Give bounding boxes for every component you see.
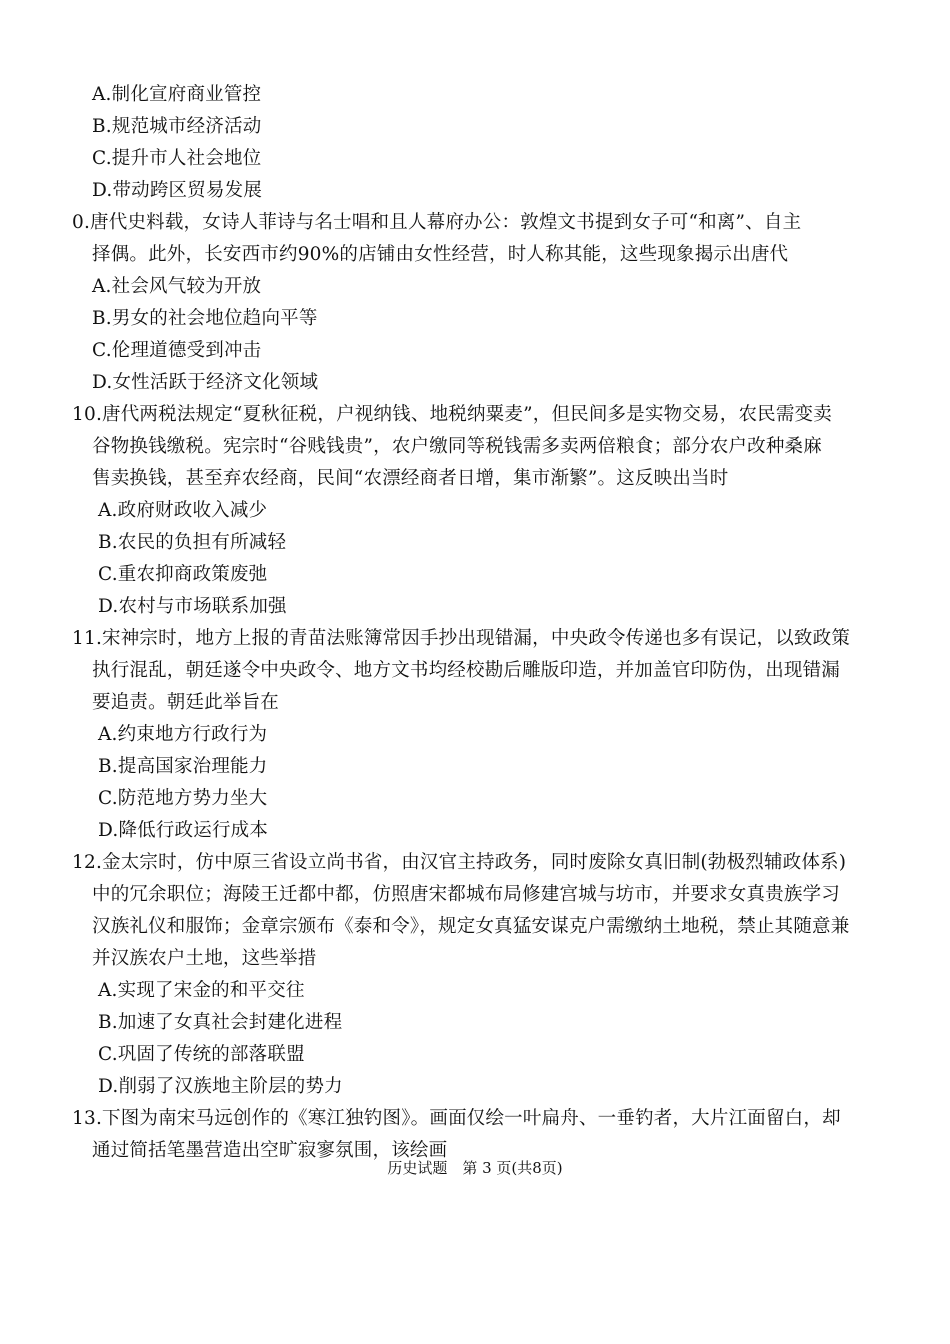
q10-option-d: D.农村与市场联系加强 xyxy=(98,596,287,617)
q12-option-a: A.实现了宋金的和平交往 xyxy=(98,980,305,1001)
q12-stem-line-2: 中的冗余职位；海陵王迁都中都，仿照唐宋都城布局修建宫城与坊市，并要求女真贵族学习 xyxy=(92,884,841,905)
q10-stem-line-3: 售卖换钱，甚至弃农经商，民间“农漂经商者日增，集市渐繁”。这反映出当时 xyxy=(92,468,729,489)
page-footer: 历史试题 第 3 页(共8页) xyxy=(387,1159,563,1177)
q9-option-b: B.男女的社会地位趋向平等 xyxy=(92,308,318,329)
q10-stem-line-2: 谷物换钱缴税。宪宗时“谷贱钱贵”，农户缴同等税钱需多卖两倍粮食；部分农户改种桑麻 xyxy=(92,436,822,457)
q8-option-c: C.提升市人社会地位 xyxy=(92,148,262,169)
q11-stem-line-3: 要追责。朝廷此举旨在 xyxy=(92,692,280,713)
q8-option-a: A.制化宣府商业管控 xyxy=(92,84,262,105)
q11-stem-line-2: 执行混乱，朝廷遂令中央政令、地方文书均经校勘后雕版印造，并加盖官印防伪，出现错漏 xyxy=(92,660,841,681)
q10-option-c: C.重农抑商政策废弛 xyxy=(98,564,268,585)
q10-option-b: B.农民的负担有所减轻 xyxy=(98,532,287,553)
q10-stem-line-1: 10.唐代两税法规定“夏秋征税，户视纳钱、地税纳粟麦”，但民间多是实物交易，农民需变卖 xyxy=(72,404,832,425)
q12-stem-line-1: 12.金太宗时，仿中原三省设立尚书省，由汉官主持政务，同时废除女真旧制(勃极烈辅政体系) xyxy=(72,852,847,873)
q13-stem-line-2: 通过简括笔墨营造出空旷寂寥氛围，该绘画 xyxy=(92,1140,448,1161)
q8-option-b: B.规范城市经济活动 xyxy=(92,116,262,137)
q12-stem-line-3: 汉族礼仪和服饰；金章宗颁布《泰和令》，规定女真猛安谋克户需缴纳土地税，禁止其随意兼 xyxy=(92,916,850,937)
q9-option-a: A.社会风气较为开放 xyxy=(92,276,262,297)
q10-option-a: A.政府财政收入减少 xyxy=(98,500,268,521)
q12-option-d: D.削弱了汉族地主阶层的势力 xyxy=(98,1076,343,1097)
q12-option-b: B.加速了女真社会封建化进程 xyxy=(98,1012,343,1033)
q9-stem-line-1: 0.唐代史料载，女诗人菲诗与名士唱和且人幕府办公：敦煌文书提到女子可“和离”、自主 xyxy=(72,212,802,233)
q8-option-d: D.带动跨区贸易发展 xyxy=(92,180,263,201)
q11-option-b: B.提高国家治理能力 xyxy=(98,756,268,777)
q9-option-d: D.女性活跃于经济文化领域 xyxy=(92,372,319,393)
q11-option-c: C.防范地方势力坐大 xyxy=(98,788,268,809)
q11-option-a: A.约束地方行政行为 xyxy=(98,724,268,745)
q11-option-d: D.降低行政运行成本 xyxy=(98,820,269,841)
q9-option-c: C.伦理道德受到冲击 xyxy=(92,340,262,361)
q12-stem-line-4: 并汉族农户土地，这些举措 xyxy=(92,948,317,969)
q11-stem-line-1: 11.宋神宗时，地方上报的青苗法账簿常因手抄出现错漏，中央政令传递也多有误记，以致政策 xyxy=(72,628,851,649)
q12-option-c: C.巩固了传统的部落联盟 xyxy=(98,1044,305,1065)
q9-stem-line-2: 择偶。此外，长安西市约90%的店铺由女性经营，时人称其能，这些现象揭示出唐代 xyxy=(92,244,789,265)
q13-stem-line-1: 13.下图为南宋马远创作的《寒江独钓图》。画面仅绘一叶扁舟、一垂钓者，大片江面留白，却 xyxy=(72,1108,841,1129)
